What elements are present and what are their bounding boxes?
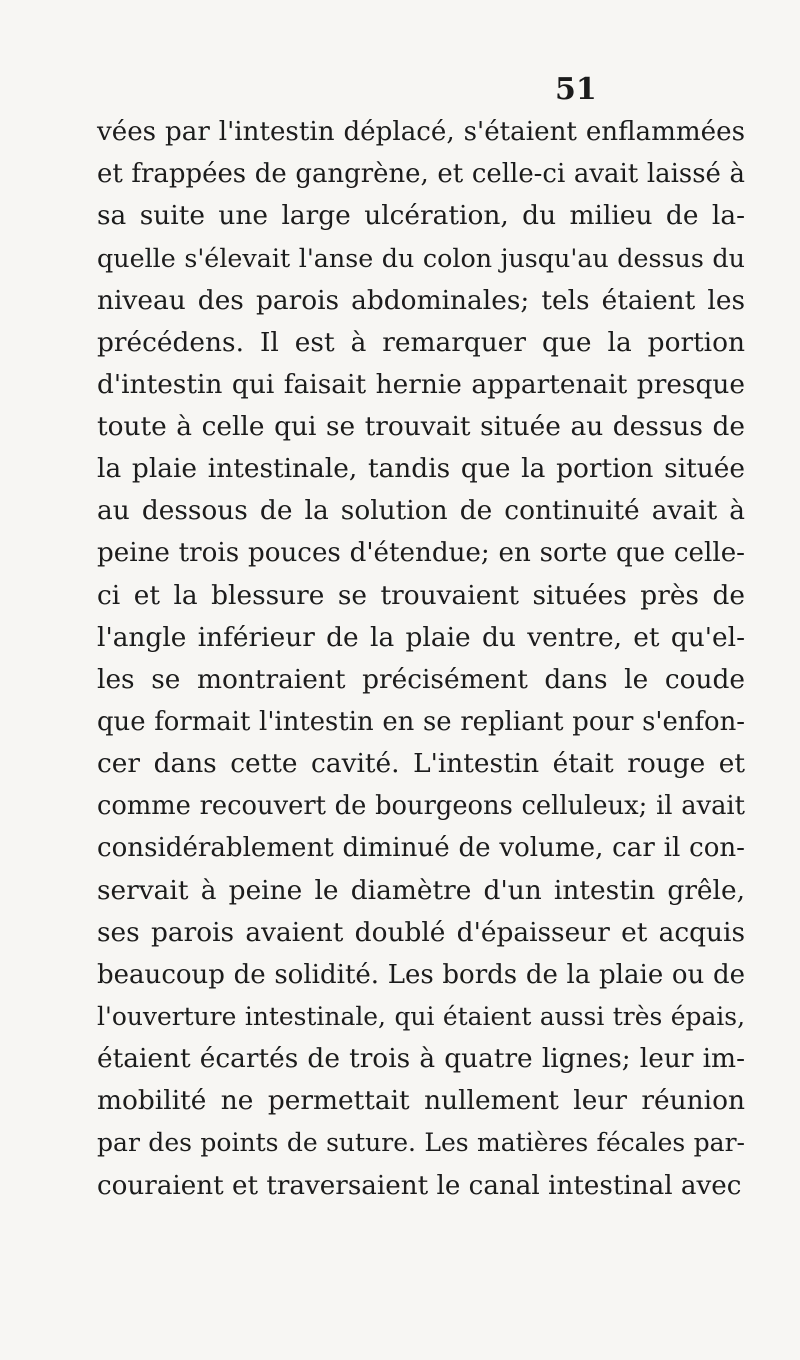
text-line: la plaie intestinale, tandis que la portion située	[97, 453, 745, 485]
text-line: comme recouvert de bourgeons celluleux; il avait	[97, 791, 745, 822]
text-line: précédens. Il est à remarquer que la portion	[97, 326, 745, 358]
text-line: d'intestin qui faisait hernie appartenait presque	[97, 368, 745, 400]
text-line: considérablement diminué de volume, car il con-	[97, 833, 745, 864]
text-line: que formait l'intestin en se repliant pour s'enfon-	[97, 706, 745, 737]
text-line: ses parois avaient doublé d'épaisseur et acquis	[97, 916, 745, 948]
text-line: au dessous de la solution de continuité avait à	[97, 495, 745, 527]
page-number: 51	[555, 72, 597, 107]
text-line: vées par l'intestin déplacé, s'étaient enflammées	[97, 117, 745, 147]
text-line: étaient écartés de trois à quatre lignes; leur im-	[97, 1043, 745, 1075]
text-line: couraient et traversaient le canal intestinal avec	[97, 1170, 742, 1201]
text-line: les se montraient précisément dans le coude	[97, 663, 745, 695]
text-line: et frappées de gangrène, et celle-ci avait laissé à	[97, 159, 745, 190]
text-line: servait à peine le diamètre d'un intestin grêle,	[97, 874, 745, 906]
text-line: toute à celle qui se trouvait située au dessus de	[97, 410, 745, 442]
text-line: l'ouverture intestinale, qui étaient aussi très épais,	[97, 1001, 745, 1031]
text-line: quelle s'élevait l'anse du colon jusqu'au dessus du	[97, 243, 745, 274]
text-line: cer dans cette cavité. L'intestin était rouge et	[97, 748, 745, 780]
text-line: peine trois pouces d'étendue; en sorte que celle-	[97, 538, 745, 569]
text-line: par des points de suture. Les matières fécales par-	[97, 1128, 745, 1158]
text-line: l'angle inférieur de la plaie du ventre, et qu'el-	[97, 621, 745, 653]
text-line: mobilité ne permettait nullement leur réunion	[97, 1085, 745, 1117]
text-line: sa suite une large ulcération, du milieu de la-	[97, 200, 745, 232]
text-line: niveau des parois abdominales; tels étaient les	[97, 284, 745, 316]
text-line: ci et la blessure se trouvaient situées près de	[97, 579, 745, 611]
body-text	[97, 111, 745, 1207]
text-line: beaucoup de solidité. Les bords de la plaie ou de	[97, 959, 745, 990]
